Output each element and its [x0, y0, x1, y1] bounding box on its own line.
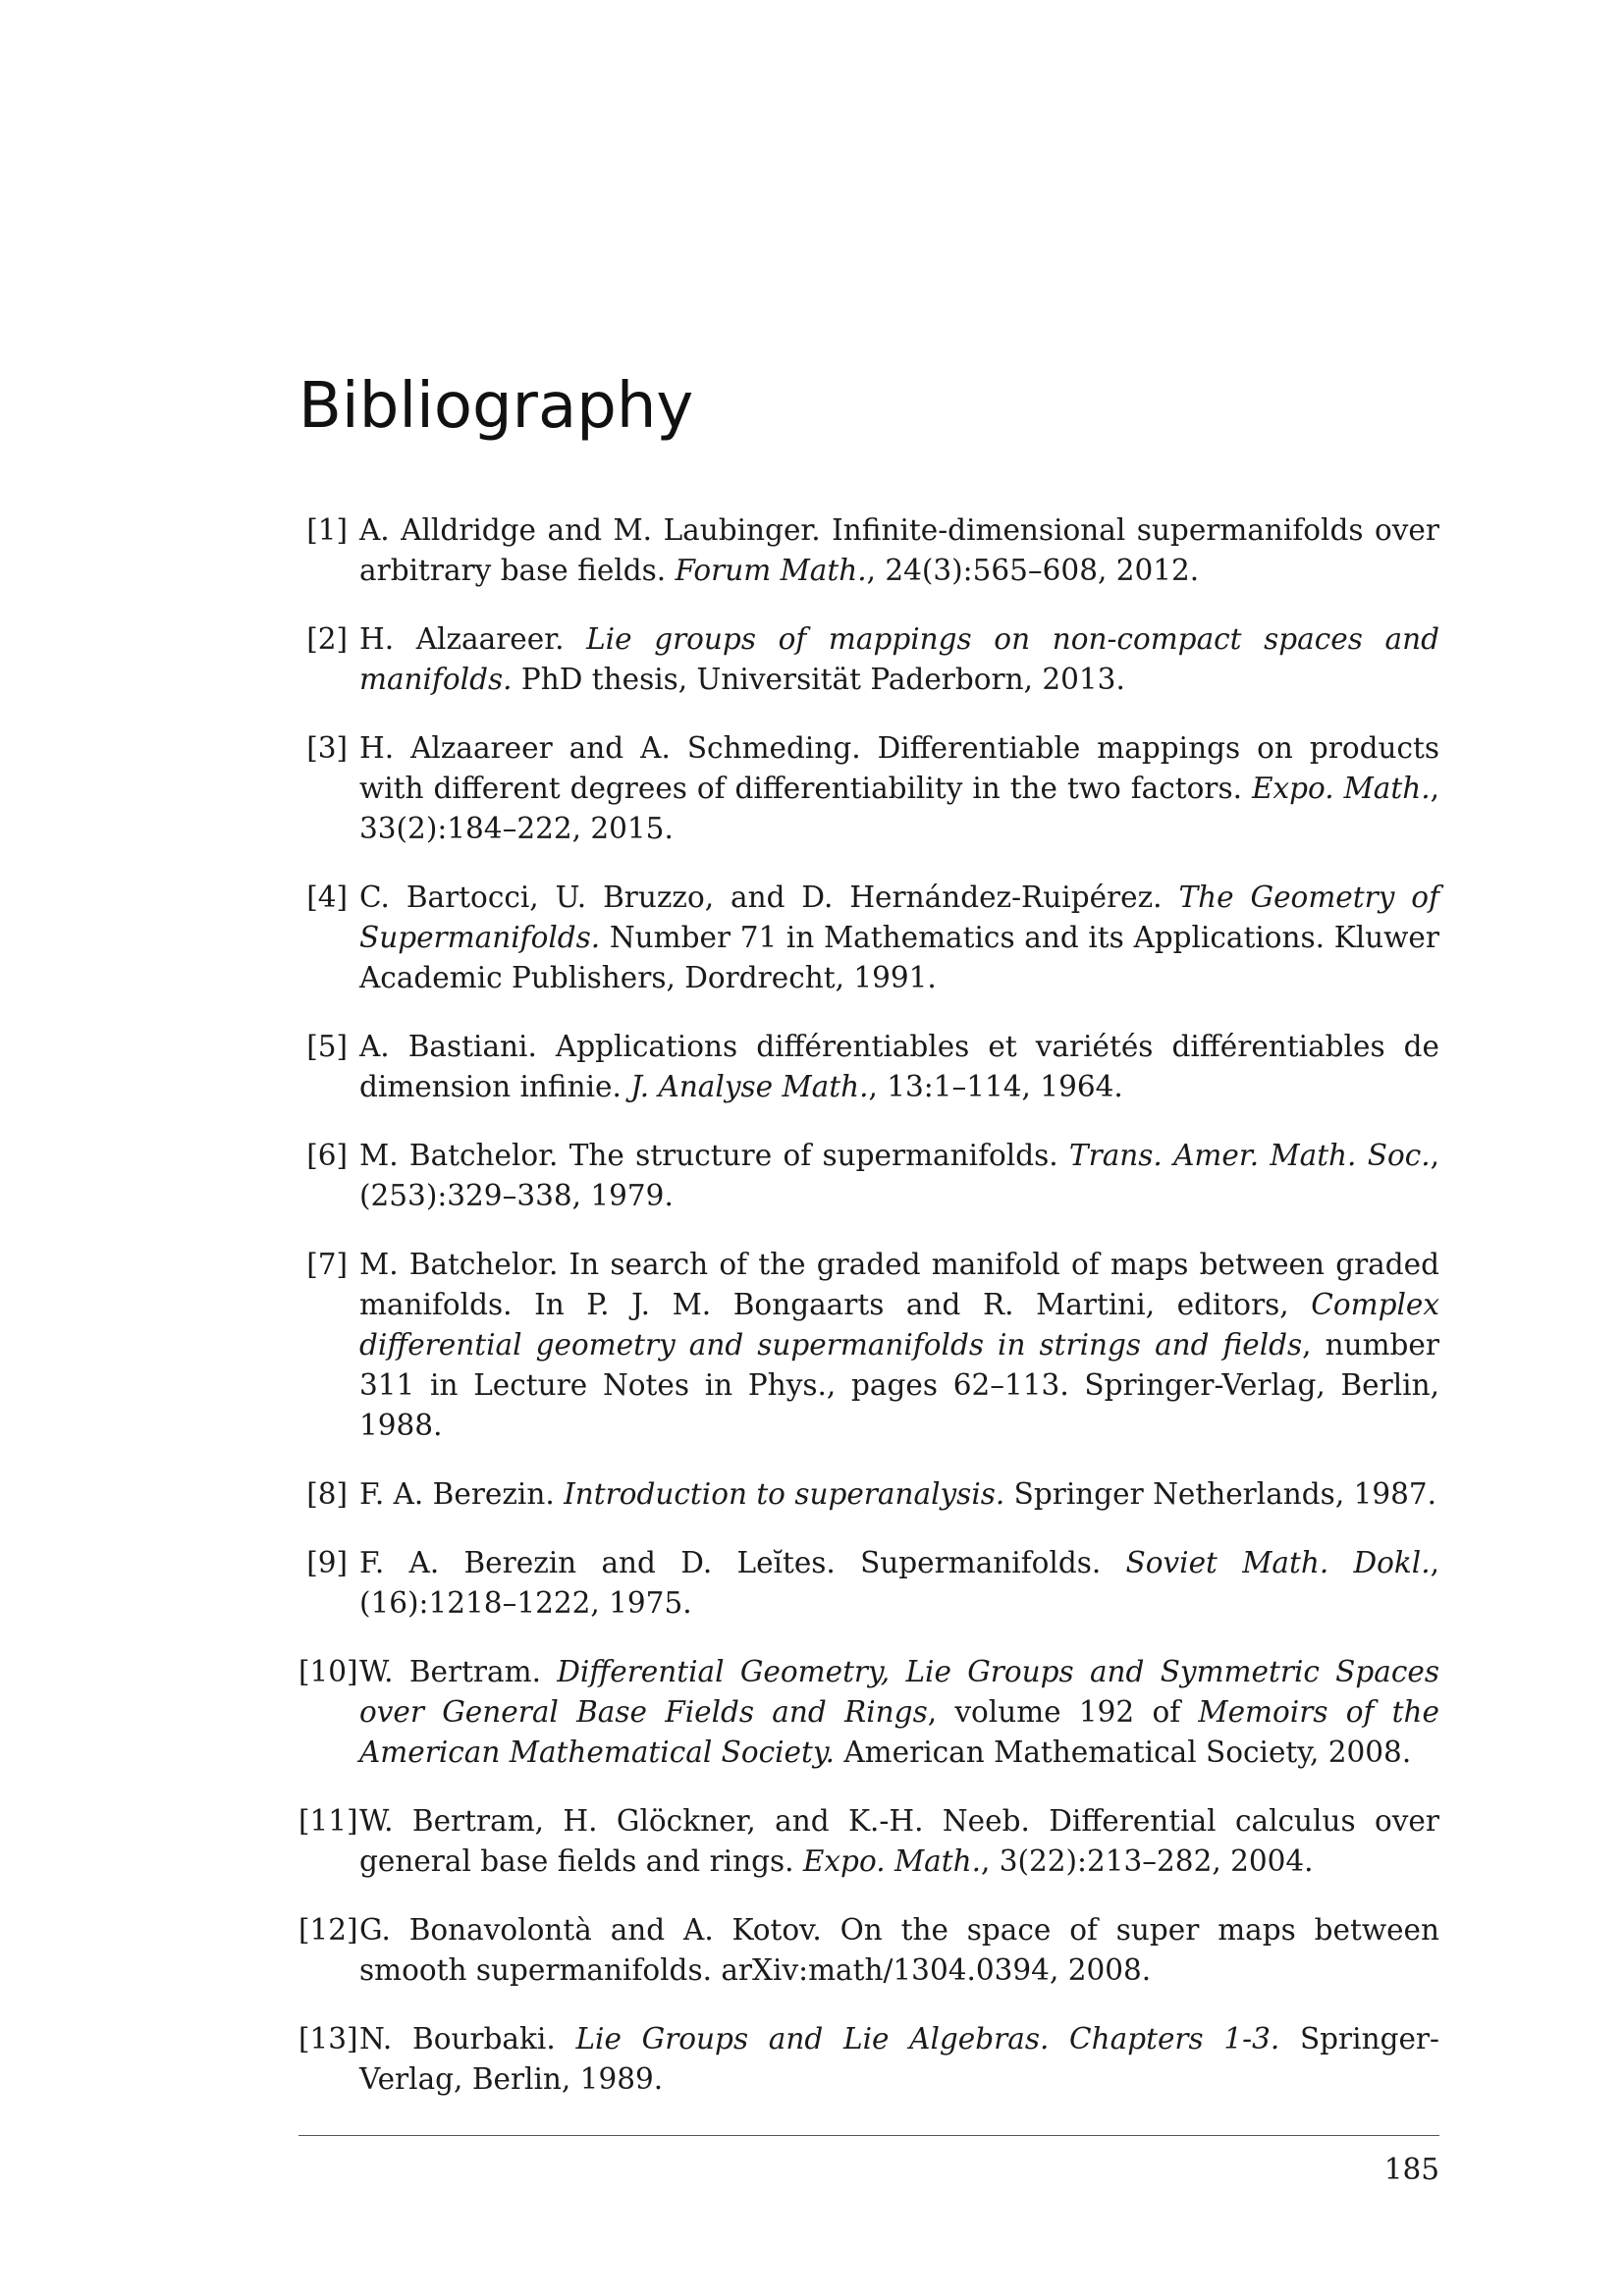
bib-entry-segment: , 13:1–114, 1964. [868, 1070, 1123, 1103]
bib-entry-number: [7] [306, 1248, 348, 1281]
bib-entry-segment: Springer Netherlands, 1987. [1004, 1477, 1437, 1511]
bib-entry-number: [3] [306, 731, 348, 765]
page-title: Bibliography [298, 370, 694, 443]
bib-entry-segment: , 24(3):565–608, 2012. [866, 554, 1200, 587]
bib-entry-segment: Number 71 in Mathematics and its Applications. Kluwer Academic Publishers, Dordrecht, 1991. [359, 921, 1439, 994]
bib-entry-segment: A. Alldridge and M. Laubinger. Infinite-dimensional supermanifolds over arbitrary base fields. [359, 513, 1439, 587]
bib-entry [298, 1027, 1439, 1107]
bib-entry-segment: , volume 192 of [927, 1695, 1199, 1729]
bib-entry-segment: M. Batchelor. The structure of supermanifolds. [359, 1139, 1069, 1172]
bib-entry-italic-segment: Lie groups of mappings on non-compact spaces and manifolds. [359, 622, 1439, 696]
bib-entry-italic-segment: Memoirs of the American Mathematical Society. [359, 1695, 1439, 1769]
bib-entry-number: [12] [298, 1913, 358, 1947]
bib-entry-segment: G. Bonavolontà and A. Kotov. On the space of super maps between smooth supermanifolds. arXiv:math/1304.0394, 2008. [359, 1913, 1439, 1987]
bib-entry-segment: American Mathematical Society, 2008. [835, 1735, 1412, 1769]
bib-entry-segment: H. Alzaareer. [359, 622, 587, 656]
bib-entry-text [359, 1804, 1439, 1878]
bib-entry [298, 1245, 1439, 1446]
bib-entry-text [359, 1477, 1436, 1511]
bib-entry [298, 1652, 1439, 1773]
bib-entry [298, 1136, 1439, 1216]
bib-entry-number: [4] [306, 881, 348, 914]
bib-entry [298, 728, 1439, 849]
bib-entry [298, 1543, 1439, 1624]
bib-entry-italic-segment: J. Analyse Math. [630, 1070, 869, 1103]
bib-entry-segment: A. Bastiani. Applications différentiables et variétés différentiables de dimension infinie. [359, 1030, 1439, 1103]
bib-entry-text [359, 881, 1439, 994]
bib-entry [298, 1910, 1439, 1991]
bib-entry-segment: F. A. Berezin. [359, 1477, 565, 1511]
bib-entry-text [359, 1139, 1439, 1212]
bib-entry-number: [5] [306, 1030, 348, 1063]
bib-entry-text [359, 1913, 1439, 1987]
bib-entry-segment: W. Bertram, H. Glöckner, and K.-H. Neeb. Differential calculus over general base fields and rings. [359, 1804, 1439, 1878]
bib-entry-italic-segment: Lie Groups and Lie Algebras. Chapters 1-3. [575, 2022, 1280, 2056]
bib-entry-segment: F. A. Berezin and D. Leĭtes. Supermanifolds. [359, 1546, 1126, 1579]
bib-entry-text [359, 513, 1439, 587]
bib-entry [298, 1474, 1439, 1515]
bibliography-list [298, 510, 1439, 2128]
bib-entry-text [359, 1655, 1439, 1769]
bib-entry-segment: , 33(2):184–222, 2015. [359, 772, 1439, 845]
bib-entry-italic-segment: Soviet Math. Dokl. [1125, 1546, 1431, 1579]
bib-entry-segment: , number 311 in Lecture Notes in Phys., pages 62–113. Springer-Verlag, Berlin, 1988. [359, 1328, 1439, 1442]
bib-entry-italic-segment: Complex differential geometry and supermanifolds in strings and fields [359, 1288, 1439, 1362]
bib-entry-number: [6] [306, 1139, 348, 1172]
bib-entry-number: [11] [298, 1804, 358, 1838]
page-number: 185 [1383, 2153, 1439, 2186]
bib-entry-text [359, 1248, 1439, 1442]
bib-entry-segment: , (253):329–338, 1979. [359, 1139, 1439, 1212]
bib-entry-number: [2] [306, 622, 348, 656]
bib-entry-segment: , (16):1218–1222, 1975. [359, 1546, 1440, 1620]
bib-entry-italic-segment: Expo. Math. [1251, 772, 1431, 805]
bib-entry-segment: N. Bourbaki. [359, 2022, 576, 2056]
bib-entry-number: [8] [306, 1477, 348, 1511]
bib-entry-segment: PhD thesis, Universität Paderborn, 2013. [512, 663, 1125, 696]
bib-entry [298, 878, 1439, 998]
bib-entry-number: [10] [298, 1655, 358, 1688]
footer-rule [298, 2135, 1439, 2136]
bib-entry-text [359, 1030, 1439, 1103]
bib-entry-segment: M. Batchelor. In search of the graded manifold of maps between graded manifolds. In P. J. M. Bongaarts and R. Martini, editors, [359, 1248, 1439, 1321]
bib-entry-italic-segment: The Geometry of Supermanifolds. [359, 881, 1439, 954]
bib-entry-number: [13] [298, 2022, 358, 2056]
bib-entry-segment: W. Bertram. [359, 1655, 558, 1688]
bib-entry-italic-segment: Expo. Math. [802, 1844, 981, 1878]
bib-entry-italic-segment: Differential Geometry, Lie Groups and Symmetric Spaces over General Base Fields and Rings [359, 1655, 1439, 1729]
bib-entry [298, 2019, 1439, 2100]
bib-entry-italic-segment: Introduction to superanalysis. [564, 1477, 1005, 1511]
bib-entry [298, 1801, 1439, 1882]
bib-entry [298, 619, 1439, 700]
bib-entry [298, 510, 1439, 591]
bib-entry-text [359, 2022, 1439, 2096]
bib-entry-italic-segment: Forum Math. [675, 554, 867, 587]
bib-entry-text [359, 1546, 1439, 1620]
bib-entry-text [359, 731, 1439, 845]
bib-entry-number: [1] [306, 513, 348, 547]
bib-entry-segment: , 3(22):213–282, 2004. [980, 1844, 1314, 1878]
bib-entry-number: [9] [306, 1546, 348, 1579]
bib-entry-segment: H. Alzaareer and A. Schmeding. Differentiable mappings on products with different degrees of differentiability in the two factors. [359, 731, 1439, 805]
bib-entry-segment: C. Bartocci, U. Bruzzo, and D. Hernández-Ruipérez. [359, 881, 1179, 914]
bib-entry-italic-segment: Trans. Amer. Math. Soc. [1068, 1139, 1431, 1172]
bib-entry-segment: Springer-Verlag, Berlin, 1989. [359, 2022, 1440, 2096]
bib-entry-text [359, 622, 1439, 696]
